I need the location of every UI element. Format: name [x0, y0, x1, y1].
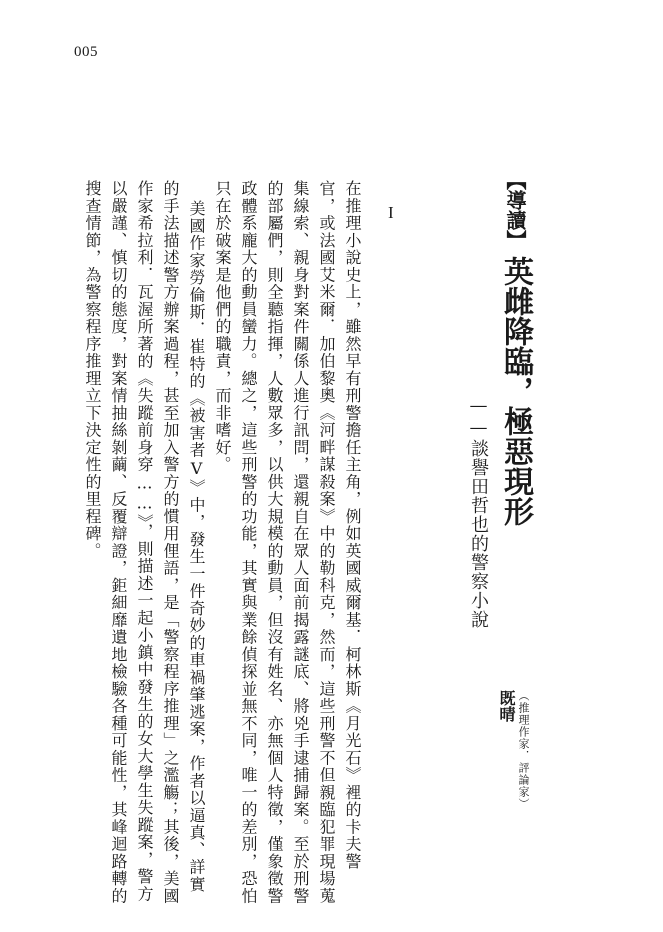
article-title: 英雌降臨，極惡現形	[498, 256, 533, 526]
body-line: 在推理小說史上，雖然早有刑警擔任主角，例如英國威爾基．柯林斯《月光石》裡的卡夫警	[343, 180, 362, 870]
body-line: 搜查情節，為警察程序推理立下決定性的里程碑。	[83, 180, 102, 560]
body-line: 的部屬們，則全聽指揮，人數眾多，以供大規模的動員，但沒有姓名、亦無個人特徵，僅象徵警	[265, 180, 284, 905]
body-line: 官，或法國艾米爾．加伯黎奧《河畔謀殺案》中的勒科克，然而，這些刑警不但親臨犯罪現場蒐	[317, 180, 336, 905]
body-line: 美國作家勞倫斯．崔特的《被害者V》中，發生一件奇妙的車禍肇逃案，作者以逼真、詳實	[187, 200, 206, 893]
body-line: 只在於破案是他們的職責，而非嗜好。	[213, 180, 232, 474]
article-subtitle: ——談譽田哲也的警察小說	[468, 395, 489, 629]
body-line: 的手法描述警方辦案過程，甚至加入警方的慣用俚語，是「警察程序推理」之濫觴；其後，美國	[161, 180, 180, 905]
article-tag: 【導讀】	[503, 170, 527, 250]
author-name: 既晴	[497, 690, 516, 722]
body-line: 作家希拉利．瓦渥所著的《失蹤前身穿……》，則描述一起小鎮中發生的女大學生失蹤案，警方	[135, 180, 154, 903]
body-line: 以嚴謹、慎切的態度，對案情抽絲剝繭、反覆辯證，鉅細靡遺地檢驗各種可能性，其峰迴路轉的	[109, 180, 128, 905]
body-line: 集線索、親身對案件關係人進行訊問，還親自在眾人面前揭露謎底、將兇手逮捕歸案。至於刑警	[291, 180, 310, 905]
section-mark: I	[388, 203, 394, 222]
author-note: （推理作家．評論家）	[517, 690, 530, 810]
page-number: 005	[74, 44, 98, 60]
body-line: 政體系龐大的動員蠻力。總之，這些刑警的功能，其實與業餘偵探並無不同，唯一的差別，恐怕	[239, 180, 258, 905]
article-title-block	[493, 170, 537, 526]
